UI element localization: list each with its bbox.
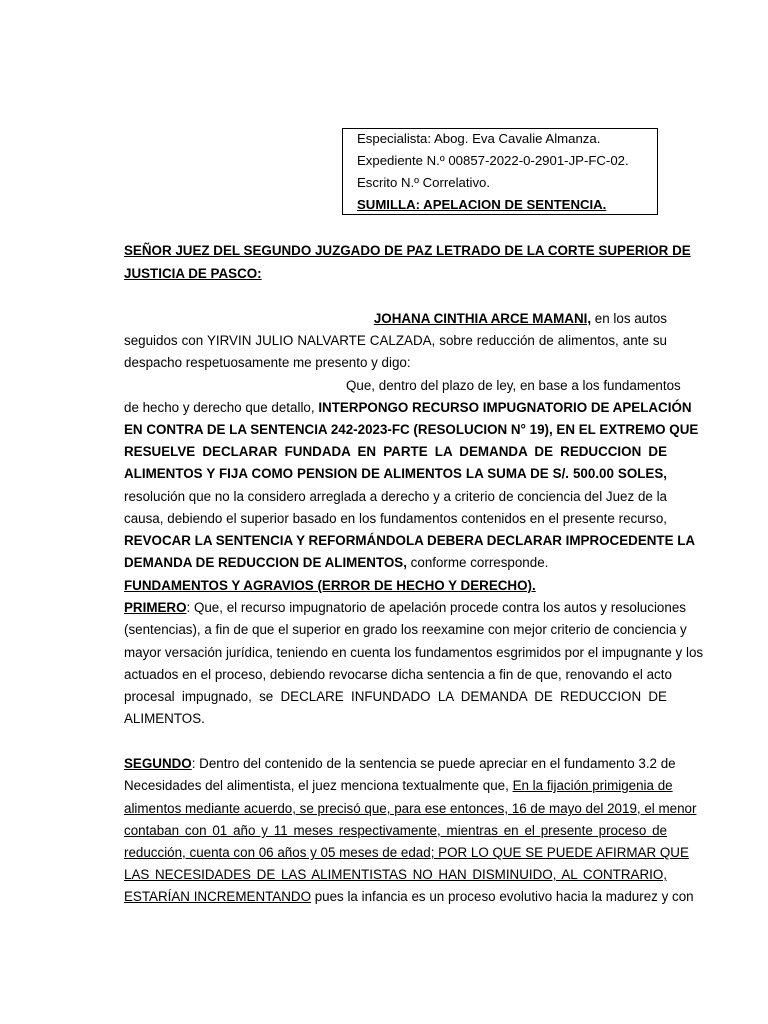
petition-line-2-a: de hecho y derecho que detallo, <box>124 400 319 415</box>
intro-line-1 <box>346 311 667 327</box>
petition-line-7: causa, debiendo el superior basado en los fundamentos contenidos en el presente recurso, <box>124 511 667 526</box>
petition-line-3: EN CONTRA DE LA SENTENCIA 242-2023-FC (RESOLUCION N° 19), EN EL EXTREMO QUE <box>124 422 699 437</box>
petition-line-2-b: INTERPONGO RECURSO IMPUGNATORIO DE APELACIÓN <box>318 400 692 415</box>
primero-line-5: procesal impugnado, se DECLARE INFUNDADO LA DEMANDA DE REDUCCION DE <box>124 689 667 704</box>
segundo-line-2 <box>124 778 673 794</box>
section-heading: FUNDAMENTOS Y AGRAVIOS (ERROR DE HECHO Y DERECHO). <box>124 578 536 593</box>
primero-line-1 <box>124 600 686 616</box>
primero-label: PRIMERO <box>124 600 187 615</box>
segundo-line-7 <box>124 889 694 905</box>
expediente-line: Expediente N.º 00857-2022-0-2901-JP-FC-02. <box>357 153 629 168</box>
primero-line-3: mayor versación jurídica, teniendo en cuenta los fundamentos esgrimidos por el impugnante y los <box>124 645 704 660</box>
petition-line-8: REVOCAR LA SENTENCIA Y REFORMÁNDOLA DEBERA DECLARAR IMPROCEDENTE LA <box>124 533 696 548</box>
segundo-line-3: alimentos mediante acuerdo, se precisó que, para ese entonces, 16 de mayo del 2019, el menor <box>124 801 697 816</box>
escrito-line: Escrito N.º Correlativo. <box>357 175 491 190</box>
petition-line-6: resolución que no la considero arreglada a derecho y a criterio de conciencia del Juez de la <box>124 489 667 504</box>
intro-line-3: despacho respetuosamente me presento y digo: <box>124 355 411 370</box>
addressee-line-2: JUSTICIA DE PASCO: <box>124 266 262 281</box>
segundo-line-5: reducción, cuenta con 06 años y 05 meses de edad; POR LO QUE SE PUEDE AFIRMAR QUE <box>124 845 689 860</box>
segundo-line-7-b: pues la infancia es un proceso evolutivo hacia la madurez y con <box>310 889 694 904</box>
intro-line-1-rest: en los autos <box>591 311 667 326</box>
petition-line-9-a: DEMANDA DE REDUCCION DE ALIMENTOS, <box>124 555 407 570</box>
segundo-line-6: LAS NECESIDADES DE LAS ALIMENTISTAS NO HAN DISMINUIDO, AL CONTRARIO, <box>124 867 667 882</box>
appellant-name: JOHANA CINTHIA ARCE MAMANI, <box>373 311 592 326</box>
segundo-line-4: contaban con 01 año y 11 meses respectivamente, mientras en el presente proceso de <box>124 823 667 838</box>
petition-line-9-b: conforme corresponde. <box>406 555 549 570</box>
petition-line-4: RESUELVE DECLARAR FUNDADA EN PARTE LA DEMANDA DE REDUCCION DE <box>124 444 667 459</box>
segundo-line-2-b: En la fijación primigenia de <box>512 778 673 793</box>
segundo-label: SEGUNDO <box>124 756 192 771</box>
primero-line-6: ALIMENTOS. <box>124 711 205 726</box>
petition-line-9 <box>124 555 667 571</box>
segundo-line-1 <box>124 756 676 772</box>
intro-line-2: seguidos con YIRVIN JULIO NALVARTE CALZADA, sobre reducción de alimentos, ante su <box>124 333 667 348</box>
petition-line-5: ALIMENTOS Y FIJA COMO PENSION DE ALIMENTOS LA SUMA DE S/. 500.00 SOLES, <box>124 466 667 481</box>
segundo-line-1-rest: : Dentro del contenido de la sentencia se puede apreciar en el fundamento 3.2 de <box>191 756 676 771</box>
petition-line-1: Que, dentro del plazo de ley, en base a los fundamentos <box>346 378 681 393</box>
specialist-line: Especialista: Abog. Eva Cavalie Almanza. <box>357 131 601 146</box>
sumilla-line: SUMILLA: APELACION DE SENTENCIA. <box>357 197 607 212</box>
segundo-line-2-a: Necesidades del alimentista, el juez menciona textualmente que, <box>124 778 513 793</box>
segundo-line-7-a: ESTARÍAN INCREMENTANDO <box>124 889 311 904</box>
primero-line-4: actuados en el proceso, debiendo revocarse dicha sentencia a fin de que, renovando el acto <box>124 667 672 682</box>
primero-line-2: (sentencias), a fin de que el superior en grado los reexamine con mejor criterio de conciencia y <box>124 622 687 637</box>
case-header-box <box>342 128 658 215</box>
primero-line-1-rest: : Que, el recurso impugnatorio de apelación procede contra los autos y resoluciones <box>186 600 686 615</box>
addressee-line-1: SEÑOR JUEZ DEL SEGUNDO JUZGADO DE PAZ LETRADO DE LA CORTE SUPERIOR DE <box>124 243 691 258</box>
petition-line-2 <box>124 400 692 416</box>
